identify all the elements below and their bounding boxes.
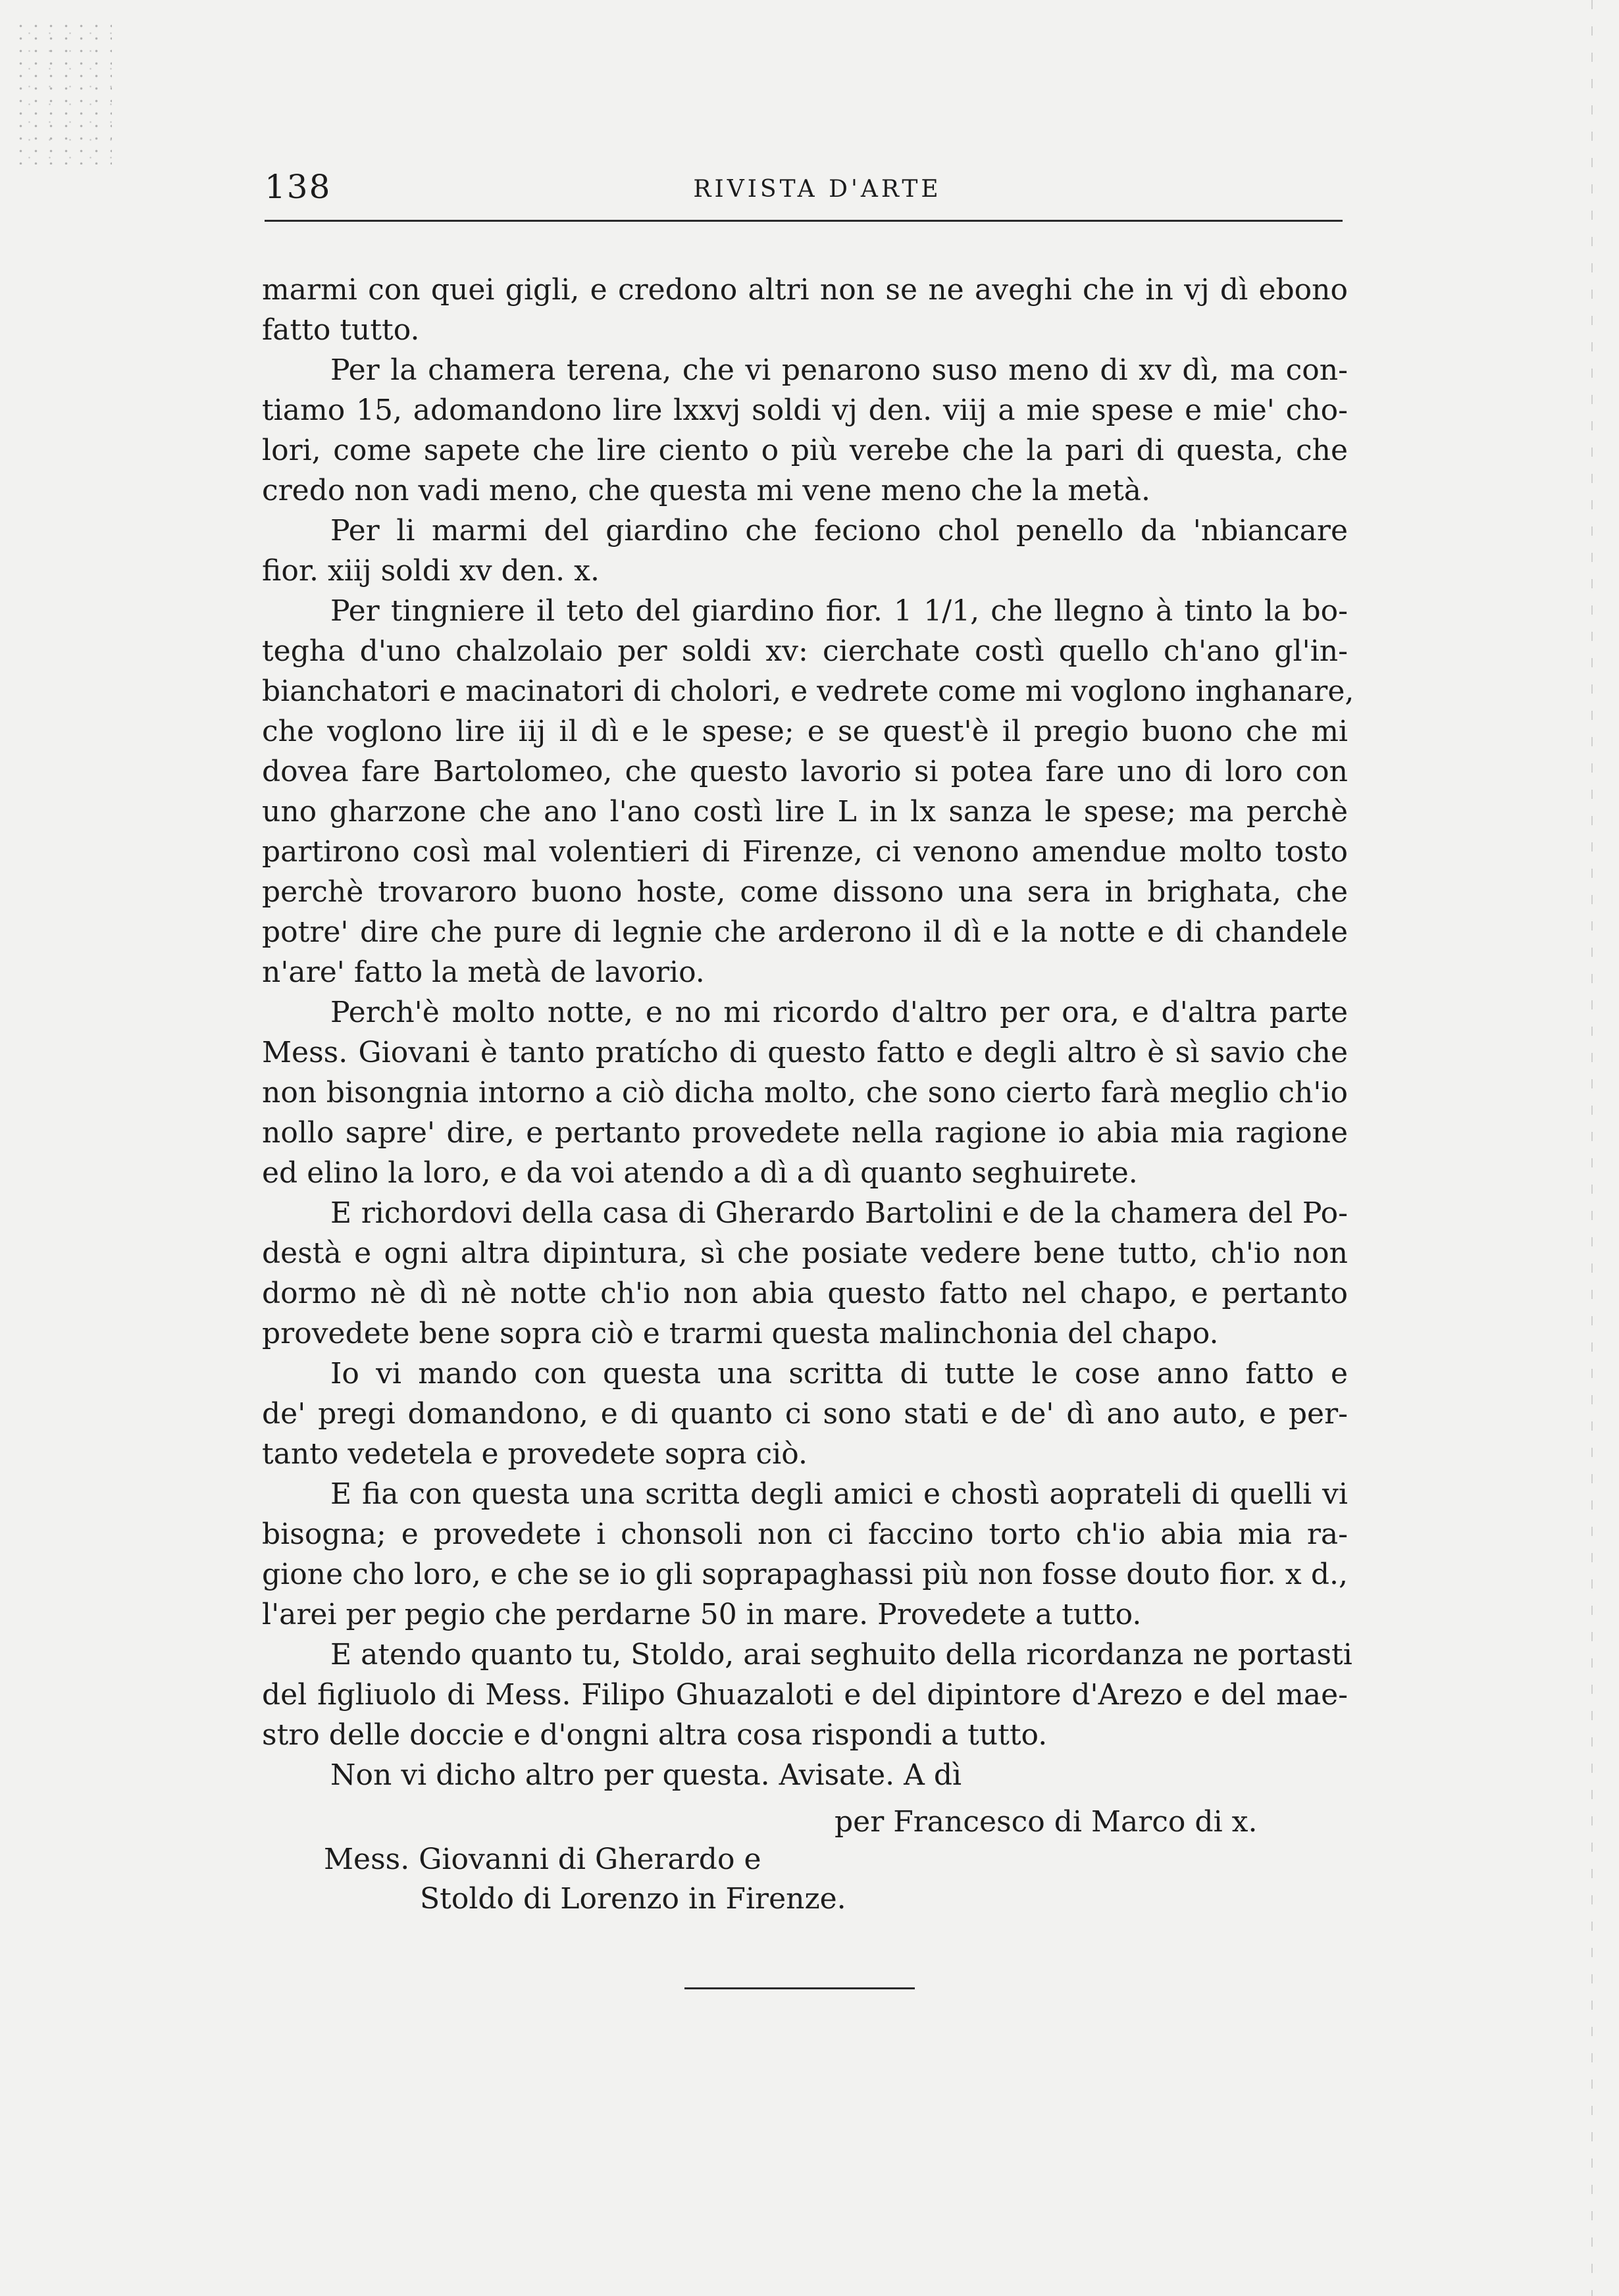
text-line: gione cho loro, e che se io gli soprapaghassi più non fosse douto fior. x d., bbox=[262, 1558, 1348, 1591]
text-line: n'are' fatto la metà de lavorio. bbox=[262, 956, 705, 989]
text-line: Per tingniere il teto del giardino fior. 1 1/1, che llegno à tinto la bo- bbox=[330, 594, 1348, 628]
text-line: del figliuolo di Mess. Filipo Ghuazaloti e del dipintore d'Arezo e del mae- bbox=[262, 1678, 1348, 1712]
text-line: che voglono lire iij il dì e le spese; e se quest'è il pregio buono che mi bbox=[262, 715, 1348, 748]
text-line: provedete bene sopra ciò e trarmi questa malinchonia del chapo. bbox=[262, 1317, 1219, 1350]
text-line: lori, come sapete che lire ciento o più verebe che la pari di questa, che bbox=[262, 434, 1348, 467]
addressee-line-2: Stoldo di Lorenzo in Firenze. bbox=[420, 1882, 846, 1916]
letter-signoff: per Francesco di Marco di x. bbox=[835, 1805, 1258, 1839]
text-line: bianchatori e macinatori di cholori, e vedrete come mi voglono inghanare, bbox=[262, 675, 1354, 708]
text-line: tegha d'uno chalzolaio per soldi xv: cierchate costì quello ch'ano gl'in- bbox=[262, 634, 1348, 668]
end-rule bbox=[684, 1987, 915, 1989]
text-line: Per la chamera terena, che vi penarono suso meno di xv dì, ma con- bbox=[330, 353, 1348, 387]
text-line: stro delle doccie e d'ongni altra cosa rispondi a tutto. bbox=[262, 1718, 1048, 1752]
text-line: E richordovi della casa di Gherardo Bartolini e de la chamera del Po- bbox=[330, 1196, 1348, 1230]
text-line: Mess. Giovani è tanto pratícho di questo fatto e degli altro è sì savio che bbox=[262, 1036, 1348, 1069]
text-line: dormo nè dì nè notte ch'io non abia questo fatto nel chapo, e pertanto bbox=[262, 1277, 1348, 1310]
text-line: destà e ogni altra dipintura, sì che posiate vedere bene tutto, ch'io non bbox=[262, 1237, 1348, 1270]
letter-body bbox=[262, 270, 1354, 1795]
text-line: credo non vadi meno, che questa mi vene meno che la metà. bbox=[262, 474, 1150, 507]
text-line: uno gharzone che ano l'ano costì lire L in lx sanza le spese; ma perchè bbox=[262, 795, 1348, 829]
text-line: nollo sapre' dire, e pertanto provedete nella ragione io abia mia ragione bbox=[262, 1116, 1348, 1150]
text-line: Non vi dicho altro per questa. Avisate. A dì bbox=[330, 1758, 962, 1792]
text-line: Per li marmi del giardino che feciono chol penello da 'nbiancare bbox=[330, 514, 1348, 548]
addressee-line-1: Mess. Giovanni di Gherardo e bbox=[324, 1843, 761, 1876]
text-line: Perch'è molto notte, e no mi ricordo d'altro per ora, e d'altra parte bbox=[330, 996, 1348, 1029]
text-line: ed elino la loro, e da voi atendo a dì a dì quanto seghuirete. bbox=[262, 1156, 1138, 1190]
text-line: perchè trovaroro buono hoste, come dissono una sera in brighata, che bbox=[262, 875, 1348, 909]
text-line: marmi con quei gigli, e credono altri non se ne aveghi che in vj dì ebono bbox=[262, 273, 1348, 307]
text-line: Io vi mando con questa una scritta di tutte le cose anno fatto e bbox=[330, 1357, 1348, 1390]
text-line: tiamo 15, adomandono lire lxxvj soldi vj den. viij a mie spese e mie' cho- bbox=[262, 394, 1348, 427]
text-line: partirono così mal volentieri di Firenze, ci venono amendue molto tosto bbox=[262, 835, 1348, 869]
journal-title: RIVISTA D'ARTE bbox=[693, 176, 942, 203]
paper-speckles bbox=[13, 20, 112, 165]
text-line: fatto tutto. bbox=[262, 313, 420, 347]
text-line: E fia con questa una scritta degli amici e chostì aoprateli di quelli vi bbox=[330, 1477, 1348, 1511]
header-rule bbox=[265, 220, 1343, 222]
text-line: tanto vedetela e provedete sopra ciò. bbox=[262, 1437, 808, 1471]
text-line: potre' dire che pure di legnie che arderono il dì e la notte e di chandele bbox=[262, 915, 1348, 949]
text-line: fior. xiij soldi xv den. x. bbox=[262, 554, 600, 588]
text-line: de' pregi domandono, e di quanto ci sono stati e de' dì ano auto, e per- bbox=[262, 1397, 1348, 1431]
page-number: 138 bbox=[265, 168, 332, 206]
text-line: non bisongnia intorno a ciò dicha molto, che sono cierto farà meglio ch'io bbox=[262, 1076, 1348, 1110]
text-line: l'arei per pegio che perdarne 50 in mare. Provedete a tutto. bbox=[262, 1598, 1142, 1631]
text-line: E atendo quanto tu, Stoldo, arai seghuito della ricordanza ne portasti bbox=[330, 1638, 1352, 1671]
running-head bbox=[265, 168, 1344, 220]
text-line: bisogna; e provedete i chonsoli non ci faccino torto ch'io abia mia ra- bbox=[262, 1518, 1348, 1551]
text-line: dovea fare Bartolomeo, che questo lavorio si potea fare uno di loro con bbox=[262, 755, 1348, 788]
page-edge-perforation bbox=[1591, 0, 1593, 2296]
